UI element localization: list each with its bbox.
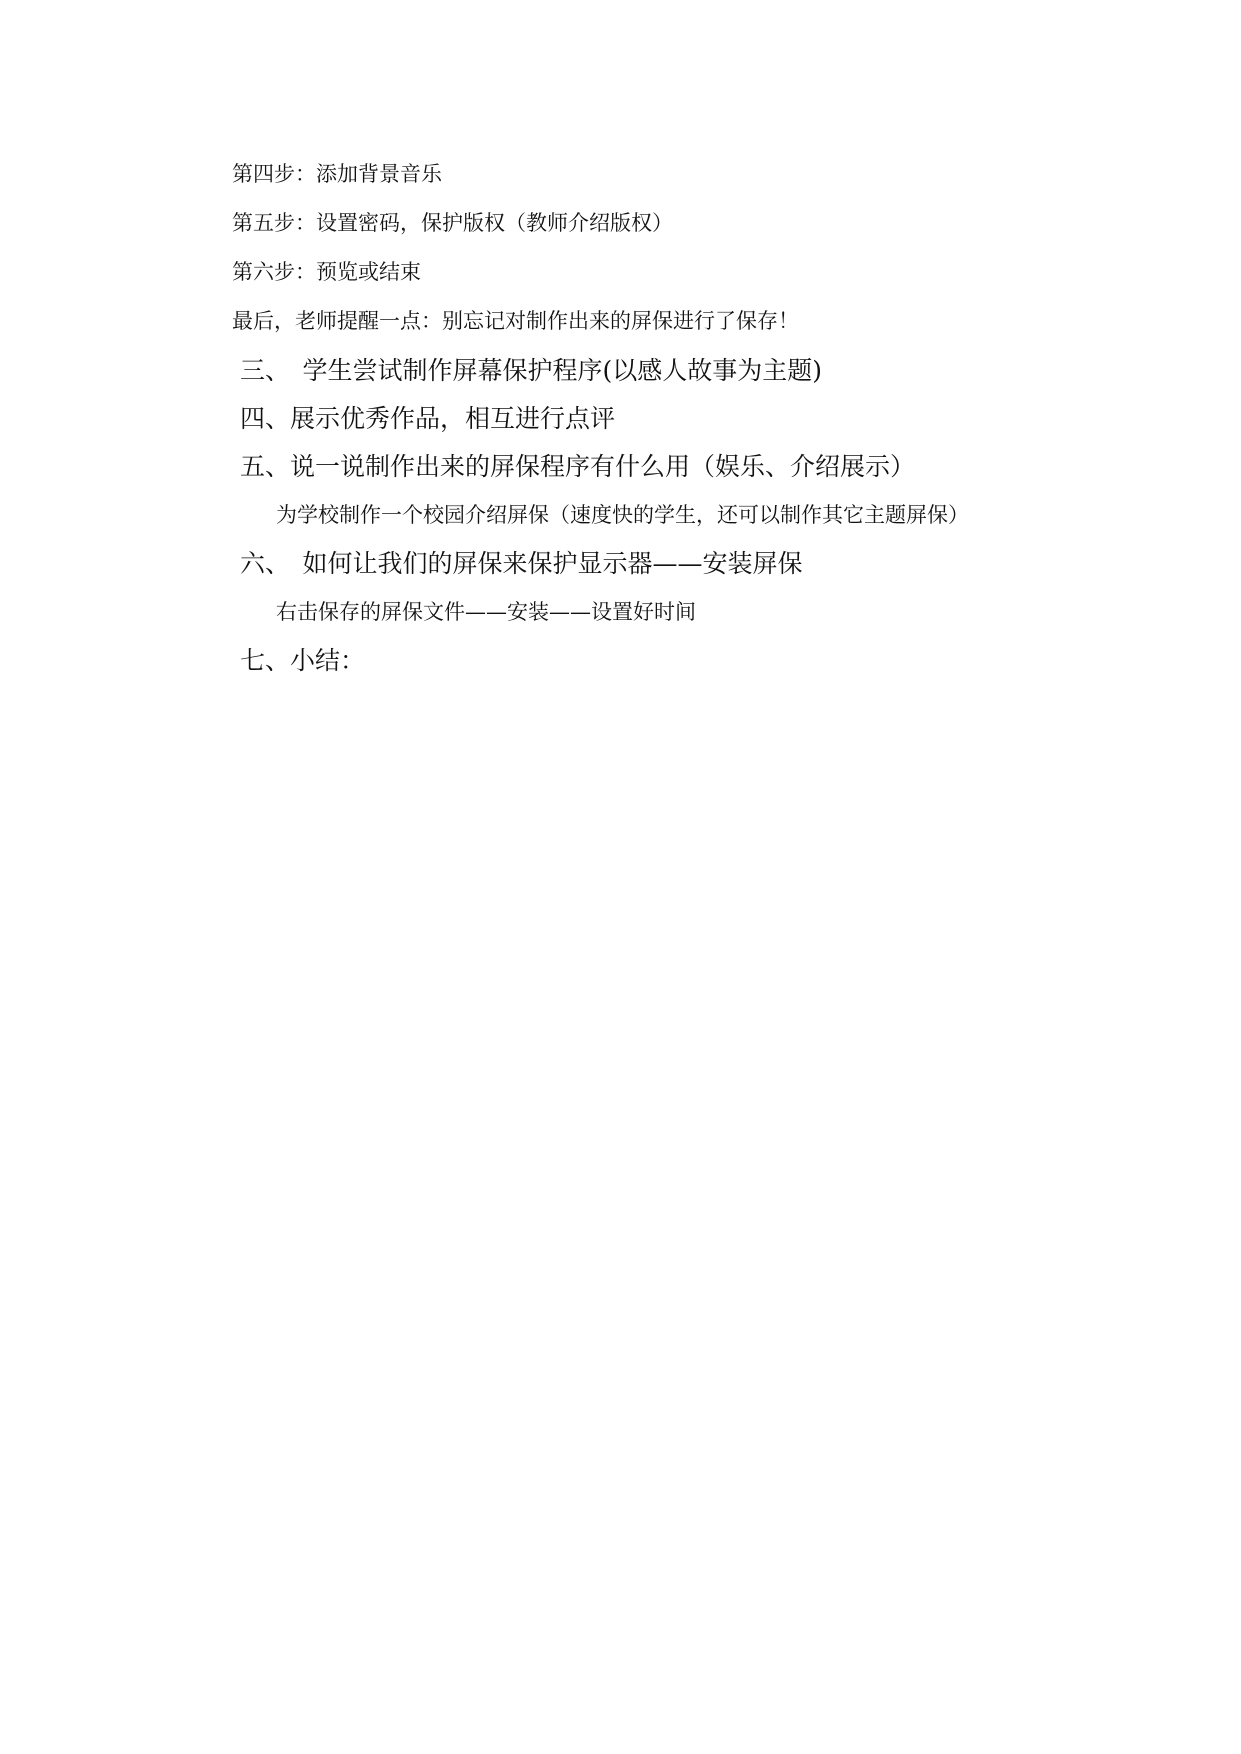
- section-six-note: 右击保存的屏保文件——安装——设置好时间: [276, 600, 696, 624]
- final-reminder: 最后，老师提醒一点：别忘记对制作出来的屏保进行了保存！: [232, 309, 799, 333]
- step-four: 第四步：添加背景音乐: [232, 162, 442, 186]
- section-four-heading: 四、展示优秀作品，相互进行点评: [240, 404, 616, 433]
- section-seven-heading: 七、小结：: [240, 646, 366, 675]
- section-six-heading: 六、 如何让我们的屏保来保护显示器——安装屏保: [240, 549, 803, 578]
- section-five-heading: 五、说一说制作出来的屏保程序有什么用（娱乐、介绍展示）: [240, 452, 916, 481]
- step-five: 第五步：设置密码，保护版权（教师介绍版权）: [232, 211, 673, 235]
- section-three-heading: 三、 学生尝试制作屏幕保护程序(以感人故事为主题): [240, 356, 823, 385]
- step-six: 第六步：预览或结束: [232, 260, 421, 284]
- section-five-note: 为学校制作一个校园介绍屏保（速度快的学生，还可以制作其它主题屏保）: [276, 503, 969, 527]
